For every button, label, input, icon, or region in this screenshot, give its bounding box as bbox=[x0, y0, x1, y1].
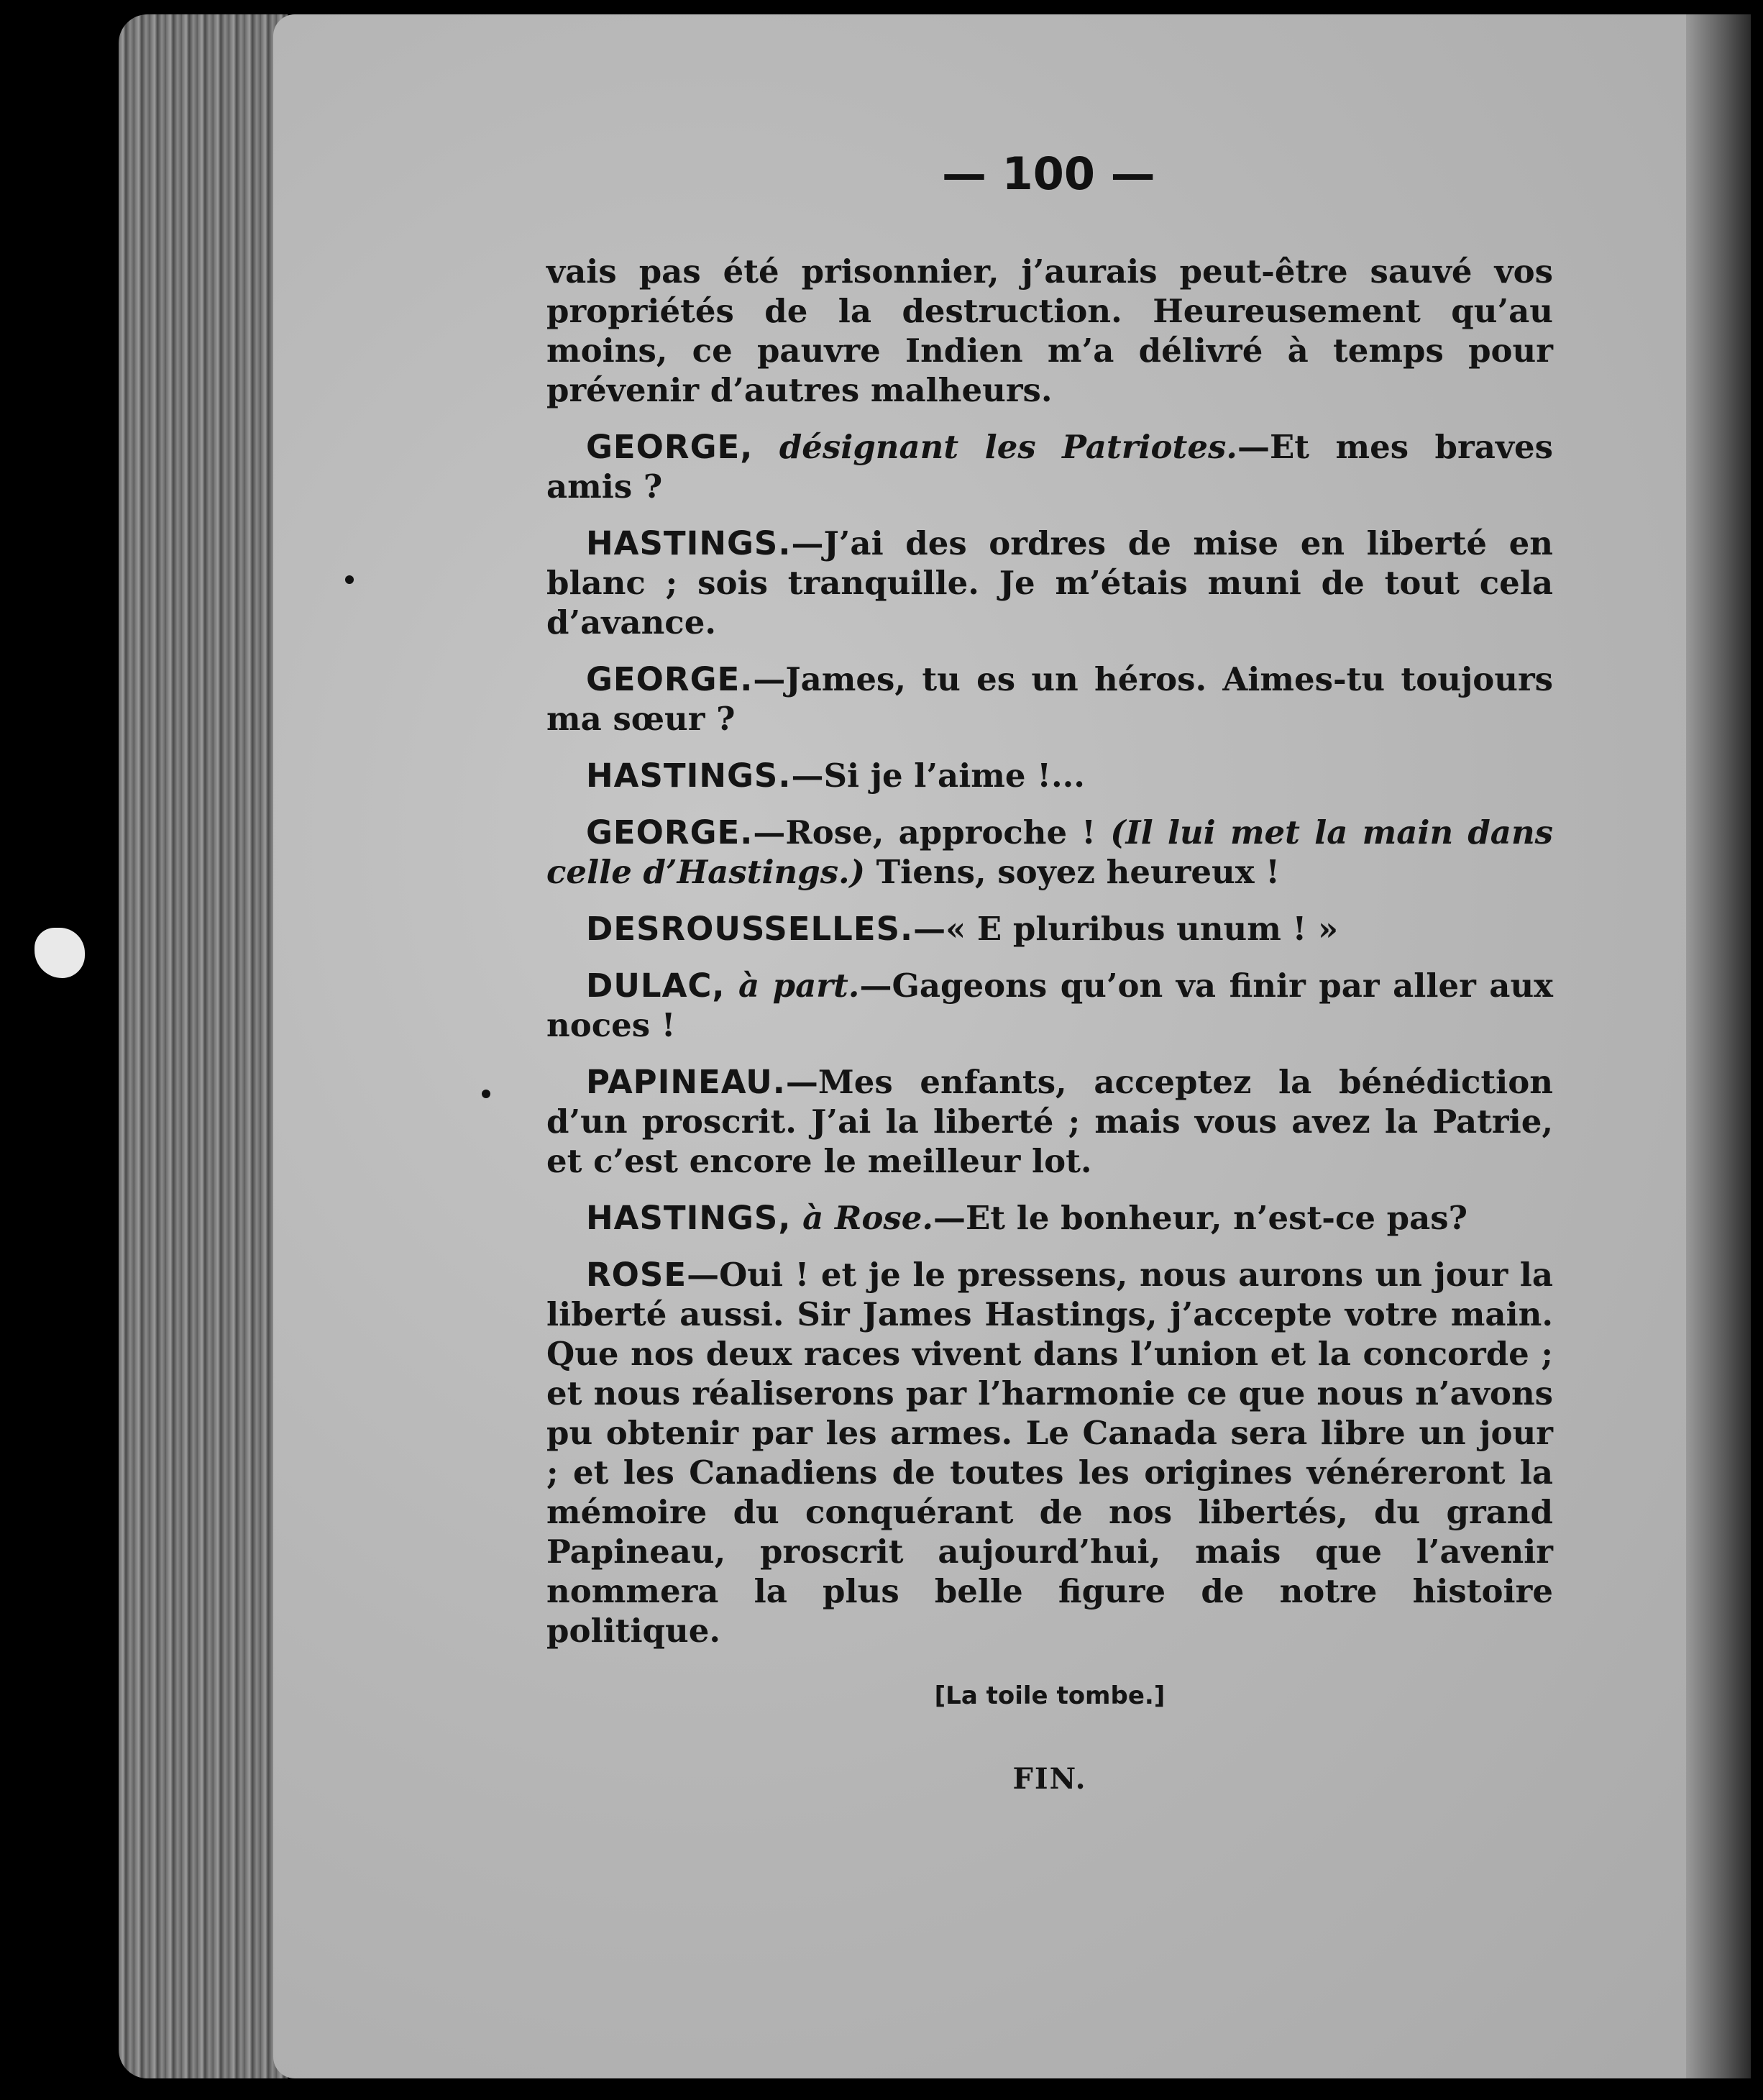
dialogue-text: —Et mes braves amis ? bbox=[546, 428, 1553, 506]
speaker-name: GEORGE. bbox=[586, 813, 754, 852]
speaker-name: PAPINEAU. bbox=[586, 1063, 786, 1101]
dialogue-text: Tiens, soyez heureux ! bbox=[865, 853, 1280, 891]
dialogue-text: —« E pluribus unum ! » bbox=[913, 910, 1339, 948]
speaker-name: HASTINGS, bbox=[586, 1199, 792, 1237]
ink-spot bbox=[345, 575, 354, 584]
speaker-name: ROSE bbox=[586, 1256, 687, 1294]
page-text bbox=[546, 144, 1553, 1799]
speaker-name: HASTINGS. bbox=[586, 757, 792, 795]
dialogue-line bbox=[546, 427, 1553, 506]
dialogue-line bbox=[546, 813, 1553, 892]
dialogue-text: —J’ai des ordres de mise en liberté en blanc ; sois tranquille. Je m’étais muni de tout cela d’avance. bbox=[546, 524, 1553, 642]
dialogue-line bbox=[546, 966, 1553, 1045]
dialogue-line bbox=[546, 659, 1553, 739]
page-binding-shadow bbox=[1686, 14, 1751, 2078]
speaker-name: HASTINGS. bbox=[586, 524, 792, 562]
dialogue-text: —Et le bonheur, n’est-ce pas? bbox=[933, 1199, 1468, 1237]
dialogue-line bbox=[546, 756, 1553, 795]
book-page-edges bbox=[119, 14, 288, 2078]
speaker-name: DULAC, bbox=[586, 967, 725, 1005]
speaker-name: GEORGE. bbox=[586, 660, 754, 698]
stage-direction: désignant les Patriotes. bbox=[753, 428, 1237, 466]
dialogue-text: —James, tu es un héros. Aimes-tu toujours ma sœur ? bbox=[546, 660, 1553, 738]
stage-direction: à Rose. bbox=[791, 1199, 933, 1237]
dialogue-text: —Mes enfants, acceptez la bénédiction d’un proscrit. J’ai la liberté ; mais vous avez la Patrie, et c’est encore le meilleur lot. bbox=[546, 1063, 1553, 1180]
dialogue-text: —Si je l’aime !... bbox=[791, 757, 1085, 795]
dialogue-text: —Gageons qu’on va finir par aller aux noces ! bbox=[546, 967, 1554, 1044]
ink-spot bbox=[482, 1090, 490, 1098]
paper-tear-mark bbox=[35, 928, 85, 978]
stage-curtain-note: [La toile tombe.] bbox=[934, 1681, 1166, 1710]
stage-direction: (Il lui met la main dans celle d’Hastings.) bbox=[546, 813, 1554, 891]
dialogue-line bbox=[546, 1255, 1553, 1651]
speaker-name: GEORGE, bbox=[586, 428, 754, 466]
paragraph-text: vais pas été prisonnier, j’aurais peut-être sauvé vos propriétés de la destruction. Heureusement qu’au moins, ce pauvre Indien m’a délivré à temps pour prévenir d’autres malheurs. bbox=[546, 252, 1553, 409]
speaker-name: DESROUSSELLES. bbox=[586, 910, 914, 948]
dialogue-line bbox=[546, 1198, 1553, 1238]
dialogue-line bbox=[546, 1062, 1553, 1181]
paragraph bbox=[546, 252, 1553, 410]
dialogue-text: —Rose, approche ! bbox=[753, 813, 1111, 852]
dialogue-text: —Oui ! et je le pressens, nous aurons un jour la liberté aussi. Sir James Hastings, j’accepte votre main. Que nos deux races vivent dans l’union et la concorde ; et nous réaliserons par l’harmonie ce que nous n’avons pu obtenir par les armes. Le Canada sera libre un jour ; et les Canadiens de toutes les origines vénéreront la mémoire du conquérant de nos libertés, du grand Papineau, proscrit aujourd’hui, mais que l’avenir nommera la plus belle figure de notre histoire politique. bbox=[546, 1256, 1553, 1650]
dialogue-line bbox=[546, 524, 1553, 642]
dialogue-line bbox=[546, 909, 1553, 949]
stage-direction: à part. bbox=[725, 967, 860, 1005]
page-number: — 100 — bbox=[942, 147, 1155, 200]
end-marker: FIN. bbox=[1012, 1762, 1087, 1796]
